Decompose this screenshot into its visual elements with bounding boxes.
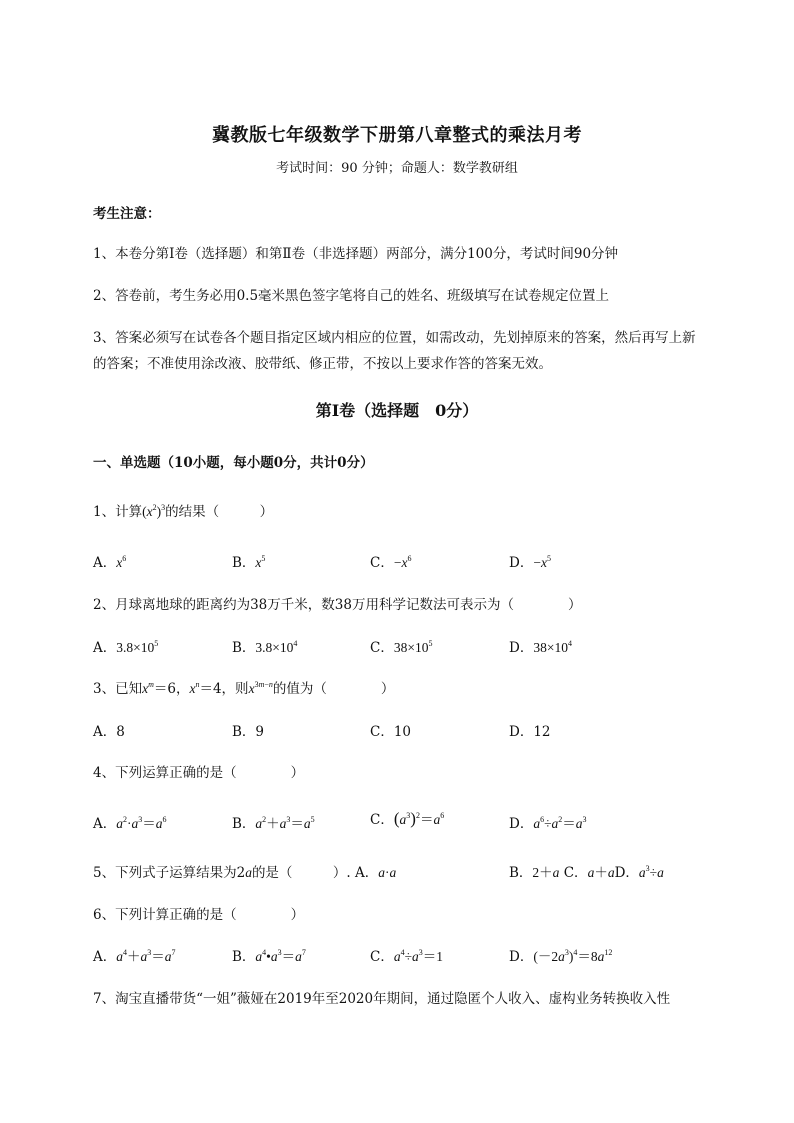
question-1-prefix: 1、计算: [93, 504, 143, 520]
question-5-option-b: 2＋a: [532, 865, 560, 880]
question-3-mid-2: ＝4，则: [199, 681, 249, 697]
question-3-option-d: D．12: [509, 724, 551, 740]
question-1-suffix: 的结果（ ）: [165, 504, 274, 520]
question-2-option-a: A．$3.8\times 10^5$: [93, 639, 159, 656]
question-6-option-d: D．$(-2a^3)^4=8a^{12}$: [509, 948, 613, 965]
question-4-option-c: C．$(a^3)^2=a^6$: [370, 809, 445, 828]
question-3-option-b: B．9: [232, 724, 265, 740]
exam-subtitle: 考试时间：90 分钟；命题人：数学教研组: [276, 161, 518, 176]
notice-item-3-line-1: 3、答案必须写在试卷各个题目指定区域内相应的位置，如需改动，先划掉原来的答案，然后再写上新: [93, 330, 696, 346]
question-4-option-d: D．$a^6\div a^2=a^3$: [509, 815, 587, 832]
question-2-option-b: B．$3.8\times 10^4$: [232, 639, 298, 656]
question-1-expression: $(x^2)^3$: [142, 503, 166, 519]
question-2-option-d: D．$38\times 10^4$: [509, 639, 572, 656]
question-5-option-d: $a^3\div a$: [638, 864, 664, 880]
question-5-option-b-label: B．: [509, 865, 533, 881]
question-1-option-d: D．$-x^5$: [509, 554, 551, 571]
question-5-option-a: a·a: [378, 865, 397, 880]
question-3-suffix: 的值为（ ）: [272, 681, 395, 697]
question-2: 2、月球离地球的距离约为38万千米，数38万用科学记数法可表示为（ ）: [93, 597, 582, 613]
question-4-option-b: B．$a^2+a^3=a^5$: [232, 815, 315, 832]
question-5-suffix: 的是（ ）. A．: [251, 865, 379, 881]
page-title: 冀教版七年级数学下册第八章整式的乘法月考: [212, 125, 582, 146]
notice-item-2: 2、答卷前，考生务必用0.5毫米黑色签字笔将自己的姓名、班级填写在试卷规定位置上: [93, 288, 610, 304]
question-5-option-c: a＋a: [587, 865, 615, 880]
notice-heading: 考生注意：: [93, 206, 161, 222]
question-2-option-c: C．$38\times 10^5$: [370, 639, 433, 656]
question-5-option-c-label: C．: [563, 865, 588, 881]
question-5-var: a: [245, 865, 252, 880]
question-3-mid-1: ＝6，: [153, 681, 190, 697]
question-6: 6、下列计算正确的是（ ）: [93, 907, 305, 923]
question-5-option-d-label: D．: [614, 865, 639, 881]
question-3-term-3: $x^{3m-n}$: [248, 680, 273, 696]
notice-item-3-line-2: 的答案；不准使用涂改液、胶带纸、修正带，不按以上要求作答的答案无效。: [93, 356, 552, 372]
question-6-option-a: A．$a^4+a^3=a^7$: [93, 948, 176, 965]
question-6-option-b: B．$a^4•a^3=a^7$: [232, 948, 306, 965]
question-3-option-a: A．8: [93, 724, 125, 740]
question-1-option-b: B．$x^5$: [232, 554, 266, 571]
question-3-option-c: C．10: [370, 724, 412, 740]
question-4-option-a: A．$a^2\cdot a^3=a^6$: [93, 815, 167, 832]
question-5-prefix: 5、下列式子运算结果为2: [93, 865, 246, 881]
question-1-option-a: A．$x^6$: [93, 554, 127, 571]
question-1-option-c: C．$-x^6$: [370, 554, 412, 571]
question-4: 4、下列运算正确的是（ ）: [93, 765, 305, 781]
question-5: [93, 861, 396, 881]
question-3-term-2: $x^n$: [189, 680, 200, 696]
question-5-options-bcd: [509, 861, 664, 881]
question-6-option-c: C．$a^4\div a^3=1$: [370, 948, 444, 965]
question-7: 7、淘宝直播带货“一姐”薇娅在2019年至2020年期间，通过隐匿个人收入、虚构业务转换收入性: [93, 991, 671, 1007]
question-1: [93, 500, 273, 520]
section-title: 第Ⅰ卷（选择题 0分）: [315, 401, 479, 420]
notice-item-1: 1、本卷分第Ⅰ卷（选择题）和第Ⅱ卷（非选择题）两部分，满分100分，考试时间90分钟: [93, 246, 619, 262]
part-heading: 一、单选题（10小题，每小题0分，共计0分）: [93, 455, 374, 471]
question-3: [93, 677, 394, 697]
question-3-term-1: $x^m$: [142, 680, 154, 696]
question-3-prefix: 3、已知: [93, 681, 143, 697]
